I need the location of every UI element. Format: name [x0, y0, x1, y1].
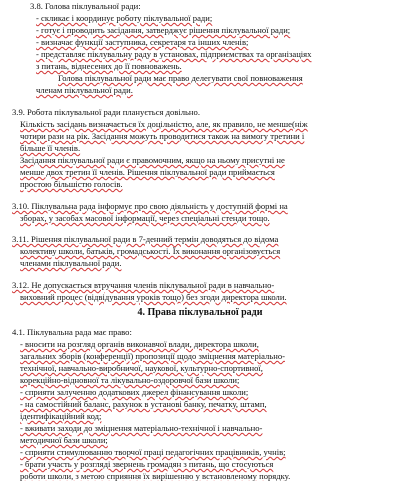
text-line: членами піклувальної ради. — [20, 258, 122, 268]
text-line: 3.8. Голова піклувальної ради: — [30, 1, 141, 11]
text-line: - представляє піклувальну раду в установах, підприємствах та організаціях — [36, 49, 312, 59]
text-line: 3.12. Не допускається втручання членів піклувальної ради в навчально- — [12, 280, 275, 290]
text-line: 3.10. Піклувальна рада інформує про свою діяльність у доступній формі на — [12, 201, 288, 211]
text-line: - визначає функції заступника, секретаря та інших членів; — [36, 37, 249, 47]
text-line: виховний процес (відвідування уроків тощо) без згоди директора школи. — [20, 292, 287, 302]
text-line: 4.1. Піклувальна рада має право: — [12, 327, 132, 337]
text-line: - сприяти залученню додаткових джерел фінансування школи; — [20, 387, 249, 397]
text-line: корекційно-відновної та лікувально-оздоровчої бази школи; — [20, 375, 240, 385]
text-line: простою більшістю голосів. — [20, 179, 123, 189]
text-line: Голова піклувальної ради має право делегувати свої повноваження — [58, 73, 303, 83]
text-line: чотири рази на рік. Засідання можуть проводитися також на вимогу третини і — [20, 131, 305, 141]
text-line: - сприяти стимулюванню творчої праці педагогічних працівників, учнів; — [20, 447, 286, 457]
text-line: - вживати заходи до зміцнення матеріально-технічної і навчально- — [20, 423, 263, 433]
text-line: ідентифікаційний код; — [20, 411, 102, 421]
text-line: роботи школи, з метою сприяння їх вирішенню у встановленому порядку. — [20, 471, 291, 481]
text-line: - готує і проводить засідання, затверджує рішення піклувальної ради; — [36, 25, 291, 35]
text-line: методичної бази школи; — [20, 435, 108, 445]
text-line: технічної, навчально-виробничої, наукової, культурно-спортивної, — [20, 363, 263, 373]
text-line: - на самостійний баланс, рахунок в установі банку, печатку, штамп, — [20, 399, 267, 409]
text-line: - брати участь у розгляді звернень громадян з питань, що стосуються — [20, 459, 274, 469]
text-line: з питань, віднесених до її повноважень. — [36, 61, 182, 71]
text-line: Засідання піклувальної ради є правомочним, якщо на ньому присутні не — [20, 155, 285, 165]
text-line: - скликає і координує роботу піклувальної ради; — [36, 13, 213, 23]
text-line: Кількість засідань визначається їх доцільністю, але, як правило, не менше(ніж — [20, 119, 308, 129]
text-line: 3.11. Рішення піклувальної ради в 7-денний термін доводяться до відома — [12, 234, 279, 244]
text-line: 3.9. Робота піклувальної ради планується довільно. — [12, 107, 200, 117]
text-line: - вносити на розгляд органів виконавчої влади, директора школи, — [20, 339, 259, 349]
text-line: менше двох третин її членів. Рішення піклувальної ради приймається — [20, 167, 275, 177]
text-line: зборах, у засобах масової інформації, через спеціальні стенди тощо. — [20, 213, 270, 223]
text-line: колективу школи, батьків, громадськості. Їх виконання організовується — [20, 246, 281, 256]
text-line: членам піклувальної ради. — [36, 85, 133, 95]
text-line: більше її членів. — [20, 143, 81, 153]
text-line: загальних зборів (конференції) пропозиції щодо зміцнення матеріально- — [20, 351, 285, 361]
section-heading: 4. Права піклувальної ради — [137, 307, 263, 318]
